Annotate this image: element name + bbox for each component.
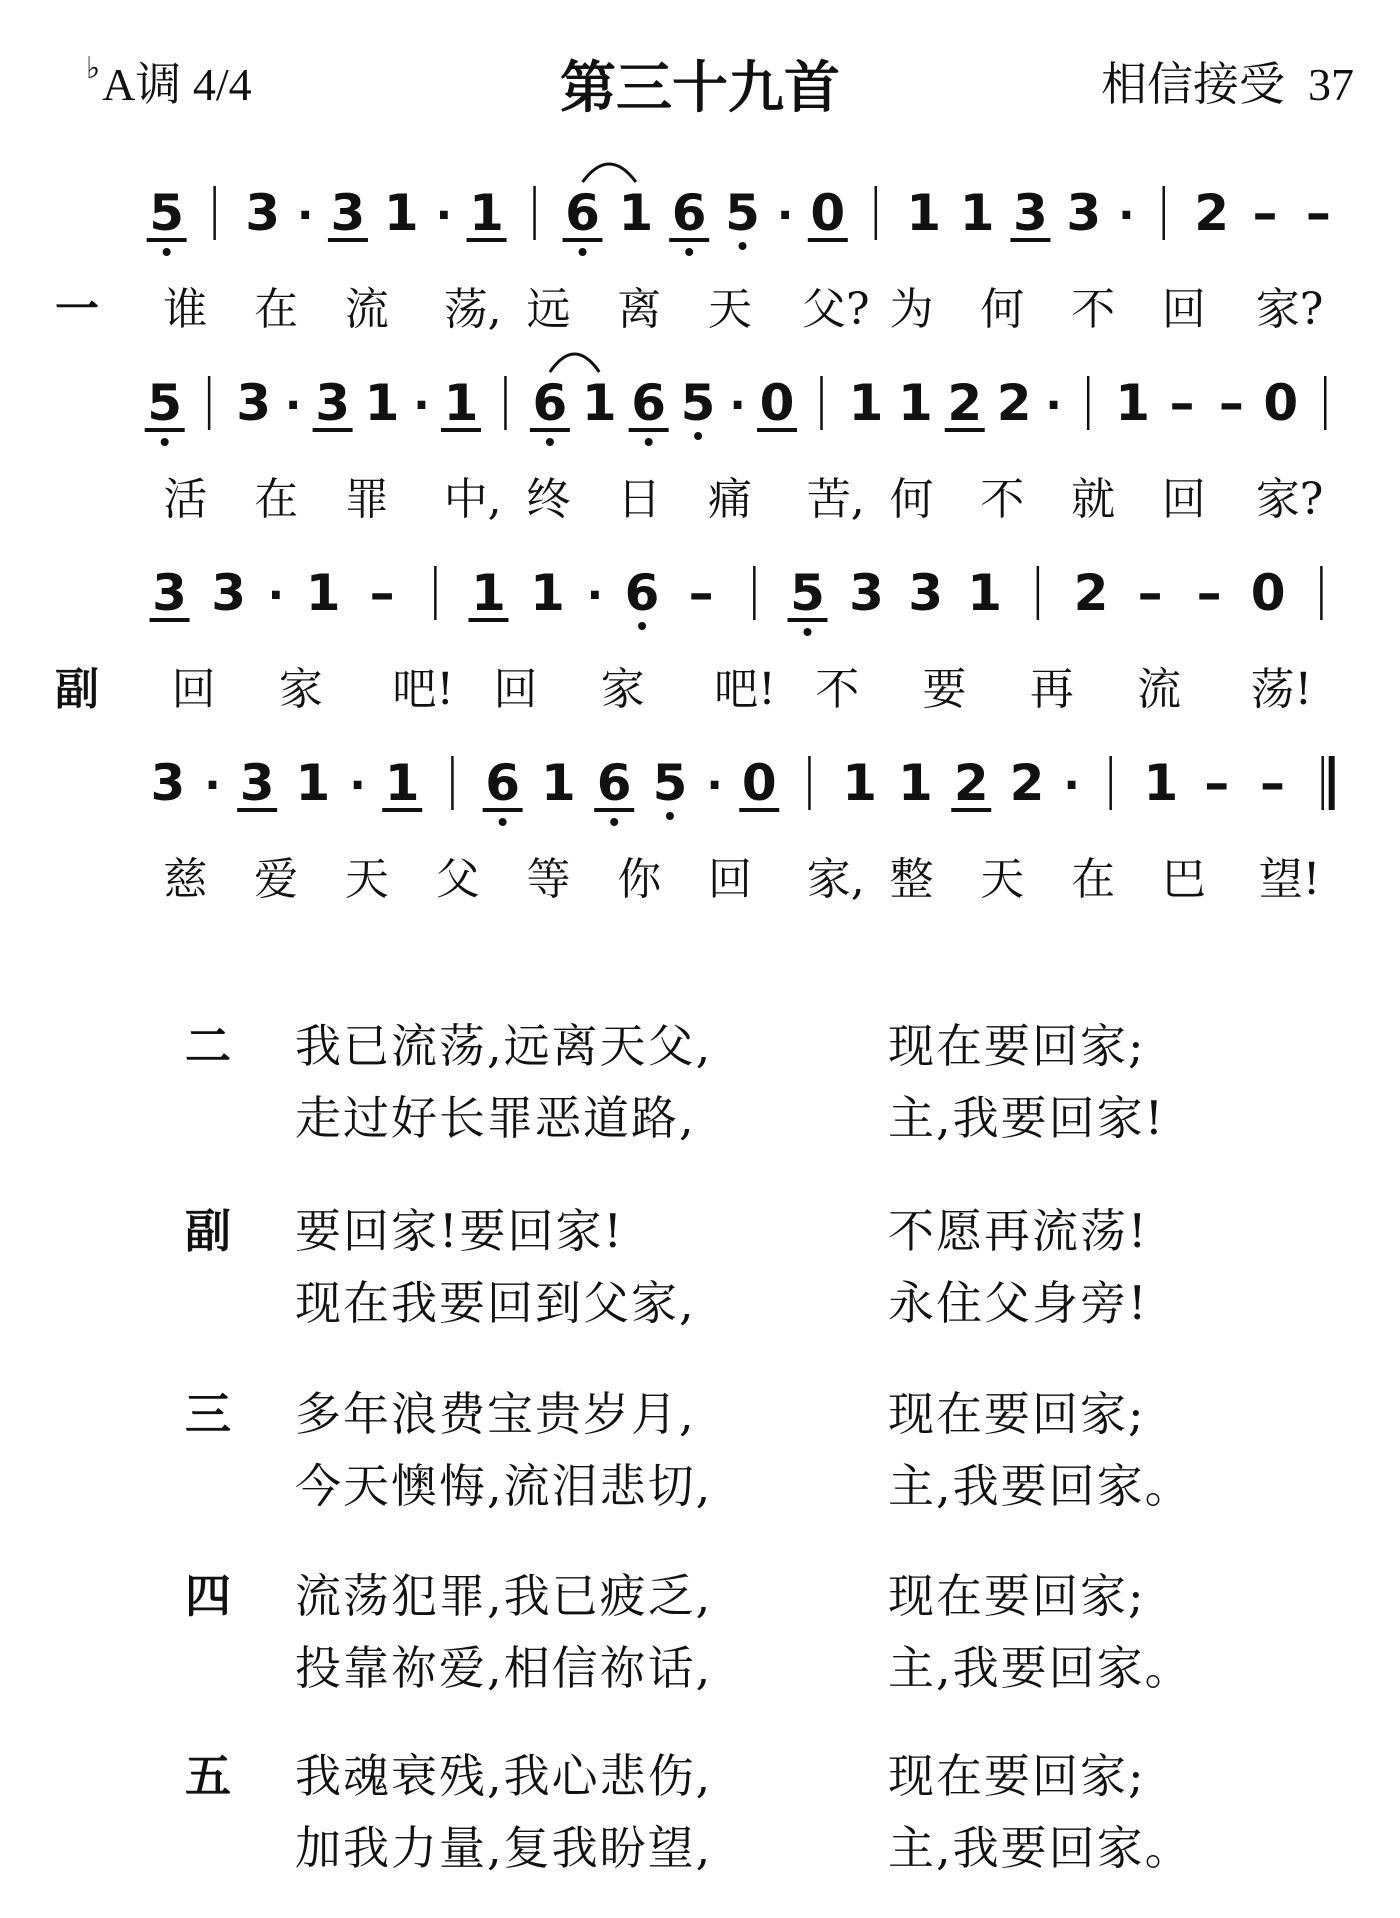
octave-dot bbox=[163, 248, 171, 256]
lyric-char: 父 bbox=[435, 854, 480, 905]
note: 6 bbox=[631, 374, 667, 432]
note: · bbox=[296, 190, 314, 241]
lyric-char: 你 bbox=[617, 854, 662, 905]
section-and-page bbox=[1101, 48, 1354, 114]
note: 1 bbox=[1143, 754, 1179, 812]
note: · bbox=[435, 190, 453, 241]
lyric-line-3 bbox=[0, 660, 1400, 720]
note: 0 bbox=[1250, 564, 1286, 622]
flat-sign: ♭ bbox=[86, 52, 101, 85]
octave-dot bbox=[694, 432, 702, 440]
verse-line: 我已流荡,远离天父, bbox=[295, 1019, 713, 1073]
verse-line: 主,我要回家! bbox=[888, 1091, 1166, 1145]
octave-dot bbox=[161, 438, 169, 446]
octave-dot bbox=[739, 242, 747, 250]
key-text: A调 4/4 bbox=[102, 59, 252, 110]
note: 0 bbox=[759, 374, 795, 432]
lyric-char: 家 bbox=[278, 664, 323, 715]
note: · bbox=[267, 570, 285, 621]
lyric-char: 整 bbox=[889, 854, 934, 905]
section-name: 相信接受 bbox=[1101, 59, 1285, 110]
note: 0 bbox=[741, 754, 777, 812]
note: 5 bbox=[147, 374, 183, 432]
note: 3 bbox=[849, 564, 884, 622]
verse-line: 现在我要回到父家, bbox=[295, 1276, 696, 1330]
note: 1 bbox=[1115, 374, 1151, 432]
note: · bbox=[776, 190, 794, 241]
page-number: 37 bbox=[1308, 59, 1354, 110]
octave-dot bbox=[499, 818, 507, 826]
note: 2 bbox=[1073, 564, 1109, 622]
verse-line: 现在要回家; bbox=[888, 1569, 1146, 1623]
lyric-char: 远 bbox=[526, 284, 571, 335]
verse-number: 二 bbox=[185, 1019, 231, 1073]
lyric-char: 回 bbox=[708, 854, 752, 905]
lyric-char: 慈 bbox=[163, 854, 208, 905]
lyric-char: 回 bbox=[1161, 284, 1206, 335]
verse-line: 现在要回家; bbox=[888, 1749, 1146, 1803]
note: – bbox=[1305, 184, 1331, 242]
lyric-char: 为 bbox=[889, 284, 934, 335]
note: 2 bbox=[1194, 184, 1230, 242]
octave-dot bbox=[666, 812, 674, 820]
lyric-char: 流 bbox=[344, 284, 389, 335]
note: 1 bbox=[967, 564, 1003, 622]
note: 3 bbox=[1013, 184, 1048, 242]
lyric-char: 在 bbox=[1071, 854, 1116, 905]
lyric-char: 何 bbox=[889, 474, 934, 525]
octave-dot bbox=[579, 248, 587, 256]
lyric-char: 父? bbox=[801, 284, 870, 335]
verse-number: 副 bbox=[185, 1204, 231, 1258]
lyric-char: 不 bbox=[815, 664, 860, 715]
lyric-char: 流 bbox=[1137, 664, 1182, 715]
note: 1 bbox=[906, 184, 942, 242]
note: 2 bbox=[996, 374, 1032, 432]
note: – bbox=[369, 564, 395, 622]
note: 2 bbox=[1009, 754, 1045, 812]
note: 1 bbox=[959, 184, 995, 242]
note: – bbox=[1204, 754, 1230, 812]
note: 1 bbox=[384, 754, 420, 812]
note: – bbox=[1218, 374, 1244, 432]
note: 1 bbox=[469, 184, 504, 242]
lyric-char: 在 bbox=[254, 284, 299, 335]
note: 1 bbox=[618, 184, 654, 242]
note: 6 bbox=[485, 754, 521, 812]
note: · bbox=[729, 380, 746, 431]
verse-label: 一 bbox=[55, 284, 99, 335]
note: 1 bbox=[848, 374, 884, 432]
note: – bbox=[1196, 564, 1222, 622]
verse-line: 今天懊悔,流泪悲切, bbox=[295, 1459, 713, 1513]
note: · bbox=[1118, 190, 1135, 241]
lyric-char: 天 bbox=[980, 854, 1025, 905]
note: 6 bbox=[671, 184, 707, 242]
verse-line: 走过好长罪恶道路, bbox=[295, 1091, 696, 1145]
note: 2 bbox=[953, 754, 989, 812]
note: 3 bbox=[315, 374, 351, 432]
lyric-char: 家? bbox=[1255, 284, 1324, 335]
note: 3 bbox=[211, 564, 247, 622]
lyric-char: 爱 bbox=[254, 854, 299, 905]
lyric-char: 要 bbox=[922, 664, 967, 715]
note: · bbox=[349, 760, 366, 811]
verse-line: 流荡犯罪,我已疲乏, bbox=[295, 1569, 713, 1623]
lyric-char: 日 bbox=[617, 474, 662, 525]
lyric-char: 罪 bbox=[344, 474, 389, 525]
note: 3 bbox=[150, 754, 186, 812]
lyric-char: 家, bbox=[806, 854, 865, 905]
verse-line: 现在要回家; bbox=[888, 1387, 1146, 1441]
verse-line: 永住父身旁! bbox=[888, 1276, 1149, 1330]
note: 6 bbox=[565, 184, 600, 242]
lyric-char: 天 bbox=[708, 284, 752, 335]
note: 6 bbox=[532, 374, 568, 432]
note: 1 bbox=[305, 564, 341, 622]
verse-line: 我魂衰残,我心悲伤, bbox=[295, 1749, 713, 1803]
note: 1 bbox=[295, 754, 331, 812]
note: 3 bbox=[1066, 184, 1102, 242]
verse-line: 现在要回家; bbox=[888, 1019, 1146, 1073]
note: 1 bbox=[842, 754, 878, 812]
lyric-char: 巴 bbox=[1161, 854, 1206, 905]
note: 5 bbox=[680, 374, 716, 432]
note: 3 bbox=[908, 564, 944, 622]
lyric-char: 中, bbox=[443, 474, 502, 525]
lyric-line-2 bbox=[0, 470, 1400, 530]
note: · bbox=[586, 570, 604, 621]
verse-number: 三 bbox=[185, 1387, 231, 1441]
note: 3 bbox=[239, 754, 275, 812]
lyric-char: 苦, bbox=[806, 474, 865, 525]
lyric-char: 天 bbox=[344, 854, 389, 905]
lyric-char: 回 bbox=[1161, 474, 1206, 525]
note: – bbox=[688, 564, 714, 622]
note: 0 bbox=[1263, 374, 1299, 432]
lyric-char: 家? bbox=[1255, 474, 1324, 525]
note: 5 bbox=[725, 184, 760, 242]
verse-number: 四 bbox=[185, 1569, 231, 1623]
hymn-title: 第三十九首 bbox=[560, 56, 840, 121]
note: 6 bbox=[624, 564, 660, 622]
note: 3 bbox=[330, 184, 366, 242]
octave-dot bbox=[685, 248, 693, 256]
lyric-char: 荡, bbox=[443, 284, 502, 335]
note: – bbox=[1169, 374, 1195, 432]
note: 1 bbox=[898, 754, 933, 812]
verse-line: 投靠祢爱,相信祢话, bbox=[295, 1641, 713, 1695]
note: 5 bbox=[149, 184, 185, 242]
note: 1 bbox=[530, 564, 565, 622]
lyric-char: 谁 bbox=[163, 284, 208, 335]
slur bbox=[583, 164, 636, 182]
lyric-char: 不 bbox=[1071, 284, 1116, 335]
note: 1 bbox=[897, 374, 933, 432]
note: 1 bbox=[443, 374, 479, 432]
note: 1 bbox=[541, 754, 576, 812]
note: 1 bbox=[364, 374, 400, 432]
verse-line: 主,我要回家。 bbox=[888, 1459, 1193, 1513]
lyric-char: 离 bbox=[617, 284, 662, 335]
octave-dot bbox=[645, 438, 653, 446]
lyric-char: 荡! bbox=[1250, 664, 1313, 715]
verse-number: 五 bbox=[185, 1749, 231, 1803]
octave-dot bbox=[638, 622, 646, 630]
lyric-line-1 bbox=[0, 280, 1400, 340]
verse-line: 主,我要回家。 bbox=[888, 1821, 1193, 1875]
slur bbox=[550, 354, 599, 372]
note: – bbox=[1259, 754, 1285, 812]
note: · bbox=[1045, 380, 1062, 431]
octave-dot bbox=[546, 438, 554, 446]
note: 1 bbox=[581, 374, 617, 432]
note: 3 bbox=[245, 184, 281, 242]
note: · bbox=[413, 380, 430, 431]
note: · bbox=[706, 760, 723, 811]
lyric-char: 回 bbox=[171, 664, 216, 715]
chorus-label: 副 bbox=[55, 664, 99, 715]
note: · bbox=[284, 380, 302, 431]
lyric-char: 吧! bbox=[392, 664, 455, 715]
lyric-char: 活 bbox=[163, 474, 208, 525]
lyric-line-4 bbox=[0, 850, 1400, 910]
lyric-char: 吧! bbox=[714, 664, 776, 715]
lyric-char: 在 bbox=[254, 474, 299, 525]
verse-line: 加我力量,复我盼望, bbox=[295, 1821, 713, 1875]
lyric-char: 家 bbox=[600, 664, 645, 715]
note: · bbox=[204, 760, 221, 811]
verse-line: 要回家!要回家! bbox=[295, 1204, 624, 1258]
note: 1 bbox=[383, 184, 419, 242]
note: 1 bbox=[471, 564, 506, 622]
note: 3 bbox=[152, 564, 187, 622]
lyric-char: 回 bbox=[493, 664, 538, 715]
lyric-char: 何 bbox=[980, 284, 1025, 335]
lyric-char: 望! bbox=[1258, 854, 1321, 905]
lyric-char: 不 bbox=[980, 474, 1025, 525]
note: · bbox=[1063, 760, 1081, 811]
note: – bbox=[1137, 564, 1163, 622]
octave-dot bbox=[803, 628, 811, 636]
note: 2 bbox=[947, 374, 983, 432]
note: – bbox=[1252, 184, 1278, 242]
verse-line: 不愿再流荡! bbox=[888, 1204, 1149, 1258]
verse-line: 主,我要回家。 bbox=[888, 1641, 1193, 1695]
lyric-char: 等 bbox=[526, 854, 571, 905]
note: 3 bbox=[236, 374, 271, 432]
lyric-char: 终 bbox=[526, 474, 571, 525]
octave-dot bbox=[610, 818, 618, 826]
note: 5 bbox=[652, 754, 688, 812]
lyric-char: 再 bbox=[1029, 664, 1074, 715]
verse-line: 多年浪费宝贵岁月, bbox=[295, 1387, 696, 1441]
lyric-char: 痛 bbox=[708, 474, 752, 525]
lyric-char: 就 bbox=[1071, 474, 1116, 525]
note: 0 bbox=[810, 184, 846, 242]
note: 6 bbox=[596, 754, 632, 812]
note: 5 bbox=[790, 564, 825, 622]
